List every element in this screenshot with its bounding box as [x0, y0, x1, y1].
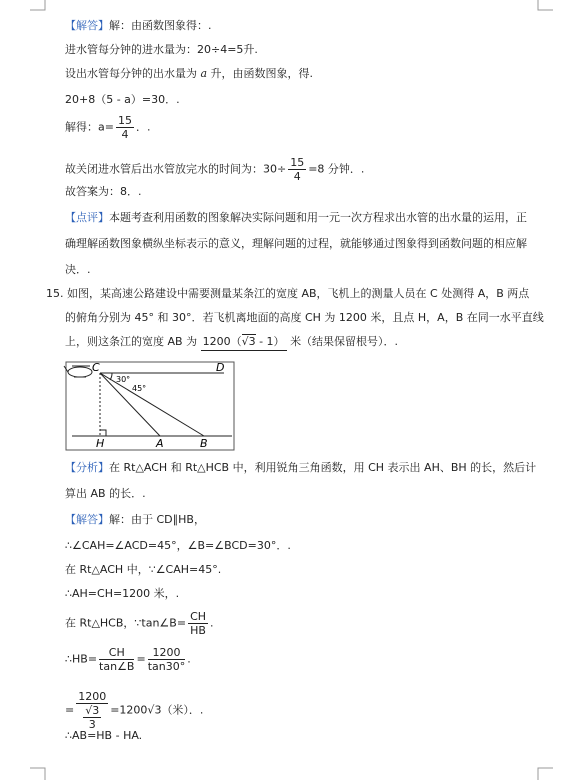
text-span: 在 Rt△HCB，∵tan∠B=: [65, 616, 187, 630]
fraction: [148, 646, 186, 673]
equals: =: [136, 652, 146, 666]
denominator: tan30°: [147, 660, 186, 673]
text-span: 米（结果保留根号）．.: [290, 335, 399, 348]
solution-line: ∴AB=HB - HA.: [65, 729, 143, 742]
question-15-line1: 15. 如图，某高速公路建设中需要测量某条江的宽度 AB，飞机上的测量人员在 C 处测得 A，B 两点: [46, 287, 530, 300]
numerator: CH: [190, 610, 207, 623]
answer-part: - 1）: [255, 335, 285, 348]
fraction: [116, 114, 134, 141]
comment-tag: 【点评】: [65, 211, 109, 224]
answer-header-1: [65, 18, 212, 34]
equals: =: [65, 703, 75, 717]
answer-part: 1200（: [202, 335, 242, 348]
numerator: CH: [99, 646, 134, 660]
text-span: .: [210, 616, 214, 630]
text-span: 解得：a=: [65, 120, 114, 134]
label-h: H: [96, 437, 105, 450]
question-15-line3: [65, 334, 398, 351]
angle-30-label: 30°: [116, 375, 131, 384]
answer-blank: [201, 334, 287, 351]
figure-border: [66, 362, 234, 450]
label-d: D: [216, 361, 225, 374]
solution-header: [65, 512, 205, 528]
equation: 20+8（5 - a）=30．.: [65, 93, 180, 106]
analysis-line2: 算出 AB 的长．.: [65, 487, 146, 500]
text-span: 设出水管每分钟的出水量为: [65, 67, 201, 80]
text-span: 解：由于 CD∥HB，: [109, 513, 205, 526]
analysis-line1: [65, 460, 536, 476]
solution-line: ∴∠CAH=∠ACD=45°，∠B=∠BCD=30°．.: [65, 539, 291, 552]
label-a: A: [156, 437, 164, 450]
question-15-line2: 的俯角分别为 45° 和 30°．若飞机离地面的高度 CH 为 1200 米，且点 H，A，B 在同一水平直线: [65, 311, 544, 324]
angle-45-label: 45°: [132, 384, 147, 393]
text-span: 在 Rt△ACH 和 Rt△HCB 中，利用锐角三角函数，用 CH 表示出 AH、BH 的长，然后计: [109, 461, 537, 474]
text-span: ∴HB=: [65, 652, 98, 666]
text-span: .: [187, 652, 191, 666]
denominator: 4: [121, 128, 129, 141]
denominator: 4: [293, 170, 301, 183]
angle-arc: [110, 373, 112, 380]
text-span: =8 分钟．.: [308, 162, 365, 176]
analysis-tag: 【分析】: [65, 461, 109, 474]
solution-line: [65, 156, 364, 183]
compound-denominator: [76, 704, 108, 731]
answer-tag: 【解答】: [65, 19, 109, 32]
answer-text: 解：由函数图象得：.: [109, 19, 212, 32]
text-line: 决．.: [65, 263, 91, 276]
airplane-icon: [64, 366, 92, 377]
fraction: [188, 610, 208, 637]
solution-line: 在 Rt△ACH 中，∵∠CAH=45°.: [65, 563, 222, 576]
numerator: 1200: [78, 690, 107, 703]
denominator: HB: [190, 624, 206, 637]
numerator: 15: [290, 156, 305, 169]
solution-line: [65, 690, 203, 731]
numerator: 15: [117, 114, 132, 127]
right-angle-mark: [100, 430, 106, 436]
numerator: 1200: [148, 646, 186, 660]
fraction: [76, 690, 108, 731]
comment-line: [65, 210, 527, 226]
text-line: 故答案为：8．.: [65, 185, 142, 198]
text-span: ．.: [135, 120, 151, 134]
variable: a: [200, 67, 208, 80]
text-line: 确理解函数图象横纵坐标表示的意义，理解问题的过程，就能够通过图象得到函数问题的相应解: [65, 237, 527, 250]
fraction: [288, 156, 306, 183]
solution-line: [65, 114, 150, 141]
text-line: 进水管每分钟的进水量为：20÷4=5升.: [65, 43, 258, 56]
solution-line: [65, 646, 191, 673]
answer-radical: √3: [241, 335, 256, 348]
solution-line: ∴AH=CH=1200 米，.: [65, 587, 180, 600]
fraction: [99, 646, 134, 673]
text-line: [65, 66, 313, 82]
text-span: 升，由函数图象，得.: [207, 67, 314, 80]
answer-tag: 【解答】: [65, 513, 109, 526]
inner-fraction: [83, 704, 101, 731]
label-c: C: [92, 361, 100, 374]
denominator: tan∠B: [99, 660, 135, 673]
numerator: √3: [85, 704, 100, 717]
text-span: 本题考查利用函数的图象解决实际问题和用一元一次方程求出水管的出水量的运用，正: [109, 211, 527, 224]
text-span: 上，则这条江的宽度 AB 为: [65, 335, 198, 348]
text-span: 故关闭进水管后出水管放完水的时间为：30÷: [65, 162, 287, 176]
geometry-figure: [62, 360, 238, 452]
label-b: B: [200, 437, 208, 450]
solution-line: [65, 610, 214, 637]
text-span: =1200√3（米）．.: [110, 703, 204, 717]
denominator: 3: [88, 718, 96, 731]
